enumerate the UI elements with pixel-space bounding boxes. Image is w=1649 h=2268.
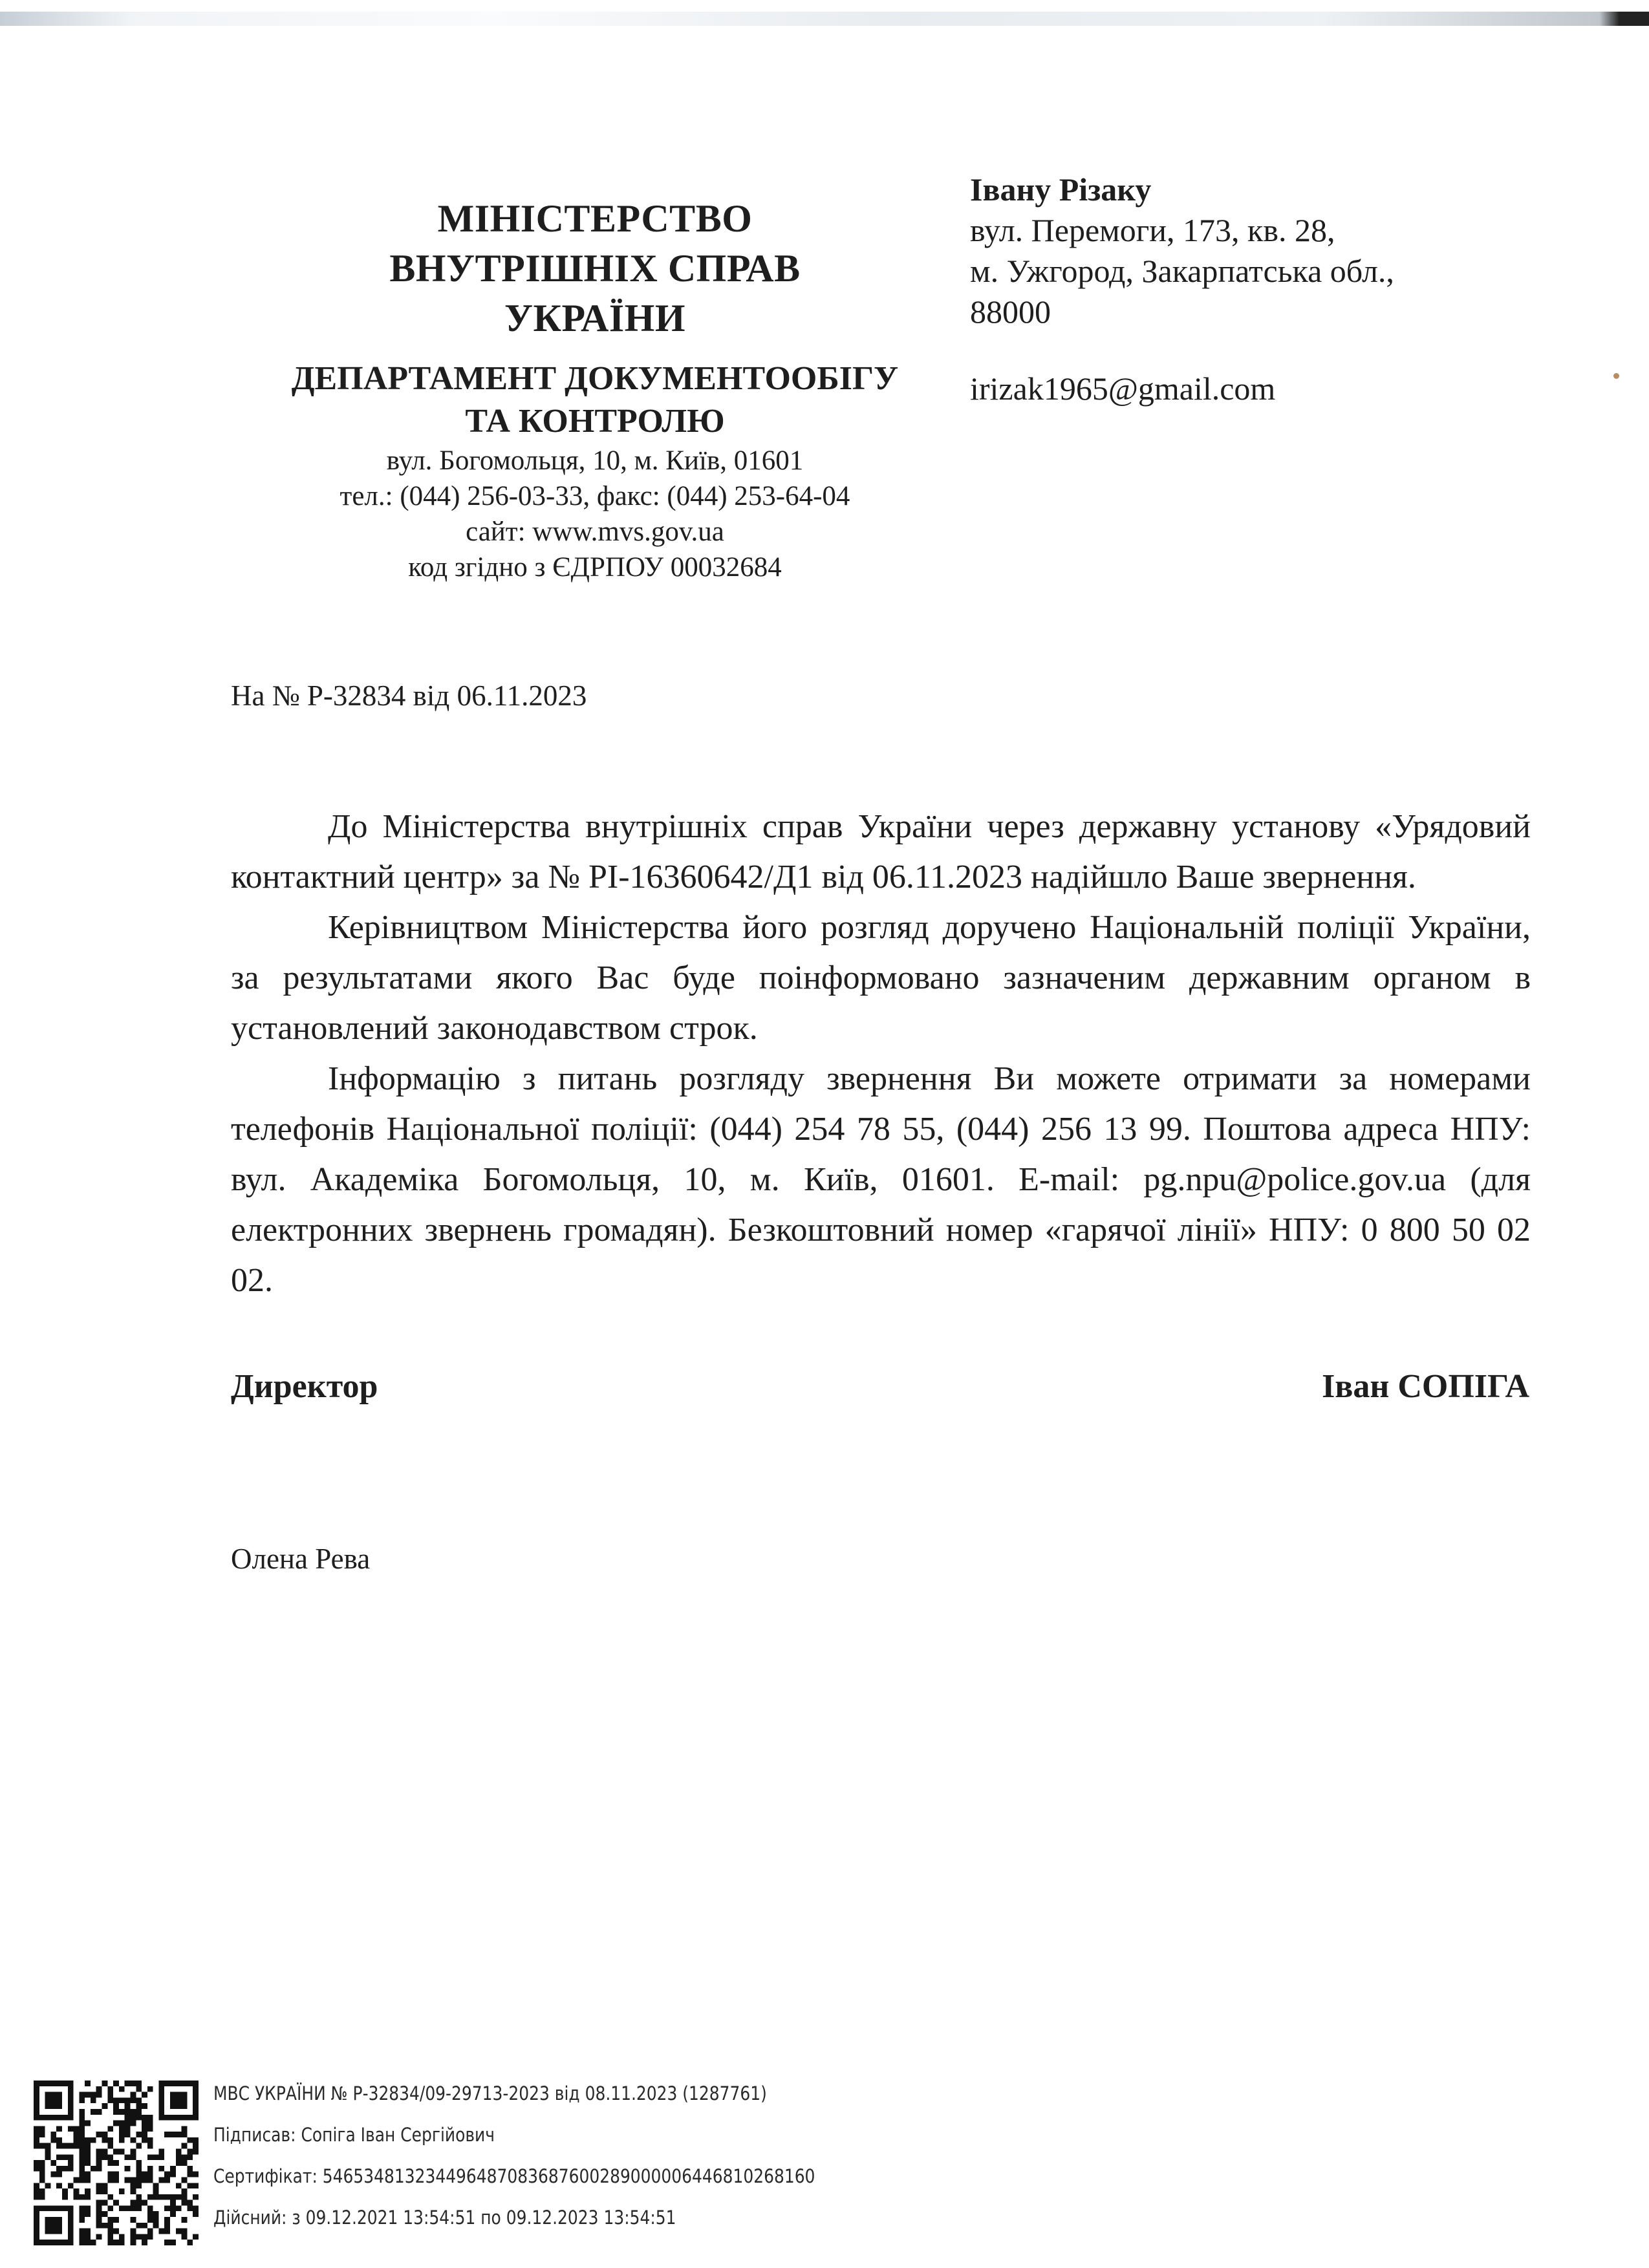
- ministry-line: УКРАЇНИ: [504, 297, 686, 339]
- body-paragraph: Інформацію з питань розгляду звернення Ви можете отримати за номерами телефонів Національної поліції: (044) 254 78 55, (044) 256 13 99. Поштова адреса НПУ: вул. Академіка Богомольця, 10, м. Київ, 01601. E-mail: pg.npu@police.gov.ua (для електронних звернень громадян). Безкоштовний номер «гарячої лінії» НПУ: 0 800 50 02 02.: [231, 1060, 1531, 1299]
- ministry-line: МІНІСТЕРСТВО: [437, 197, 753, 240]
- esig-validity: Дійсний: з 09.12.2021 13:54:51 по 09.12.2023 13:54:51: [213, 2207, 676, 2229]
- recipient-address-line: вул. Перемоги, 173, кв. 28,: [970, 212, 1335, 248]
- recipient-address-line: м. Ужгород, Закарпатська обл.,: [970, 253, 1394, 289]
- body-paragraph: Керівництвом Міністерства його розгляд доручено Національній поліції України, за результатами якого Вас буде поінформовано зазначеним державним органом в установлений законодавством строк.: [231, 909, 1531, 1047]
- electronic-signature-stamp: [213, 2081, 815, 2246]
- department-line: ДЕПАРТАМЕНТ ДОКУМЕНТООБІГУ: [291, 360, 899, 397]
- sender-contacts: [259, 443, 931, 585]
- ministry-line: ВНУТРІШНІХ СПРАВ: [389, 247, 801, 290]
- signatory-position: Директор: [231, 1368, 378, 1405]
- ministry-name: [259, 194, 931, 343]
- department-line: ТА КОНТРОЛЮ: [465, 403, 725, 440]
- department-name: [259, 358, 931, 443]
- scan-speck: [1613, 373, 1619, 379]
- recipient-block: [970, 169, 1552, 409]
- recipient-email: irizak1965@gmail.com: [970, 370, 1276, 407]
- reference-number: На № Р-32834 від 06.11.2023: [231, 679, 587, 712]
- letter-body: [231, 802, 1531, 1306]
- body-paragraph: До Міністерства внутрішніх справ України через державну установу «Урядовий контактний центр» за № РІ-16360642/Д1 від 06.11.2023 надійшло Ваше звернення.: [231, 808, 1531, 895]
- qr-code-icon: [34, 2081, 199, 2245]
- esig-certificate: Сертифікат: 546534813234496487083687600289000006446810268160: [213, 2165, 815, 2187]
- executor-name: Олена Рева: [231, 1543, 371, 1575]
- sender-address: вул. Богомольця, 10, м. Київ, 01601: [386, 445, 804, 476]
- recipient-name: Івану Різаку: [970, 171, 1152, 208]
- esig-registration: МВС УКРАЇНИ № Р-32834/09-29713-2023 від 08.11.2023 (1287761): [213, 2082, 767, 2104]
- sender-letterhead: [259, 194, 931, 585]
- scan-edge-shadow: [0, 12, 1649, 26]
- esig-signed-by: Підписав: Сопіга Іван Сергійович: [213, 2124, 495, 2146]
- signatory-name: Іван СОПІГА: [1322, 1368, 1529, 1405]
- recipient-address-line: 88000: [970, 294, 1051, 330]
- sender-edrpou: код згідно з ЄДРПОУ 00032684: [408, 552, 782, 583]
- sender-site: сайт: www.mvs.gov.ua: [466, 517, 724, 547]
- sender-phones: тел.: (044) 256-03-33, факс: (044) 253-64-04: [339, 481, 850, 511]
